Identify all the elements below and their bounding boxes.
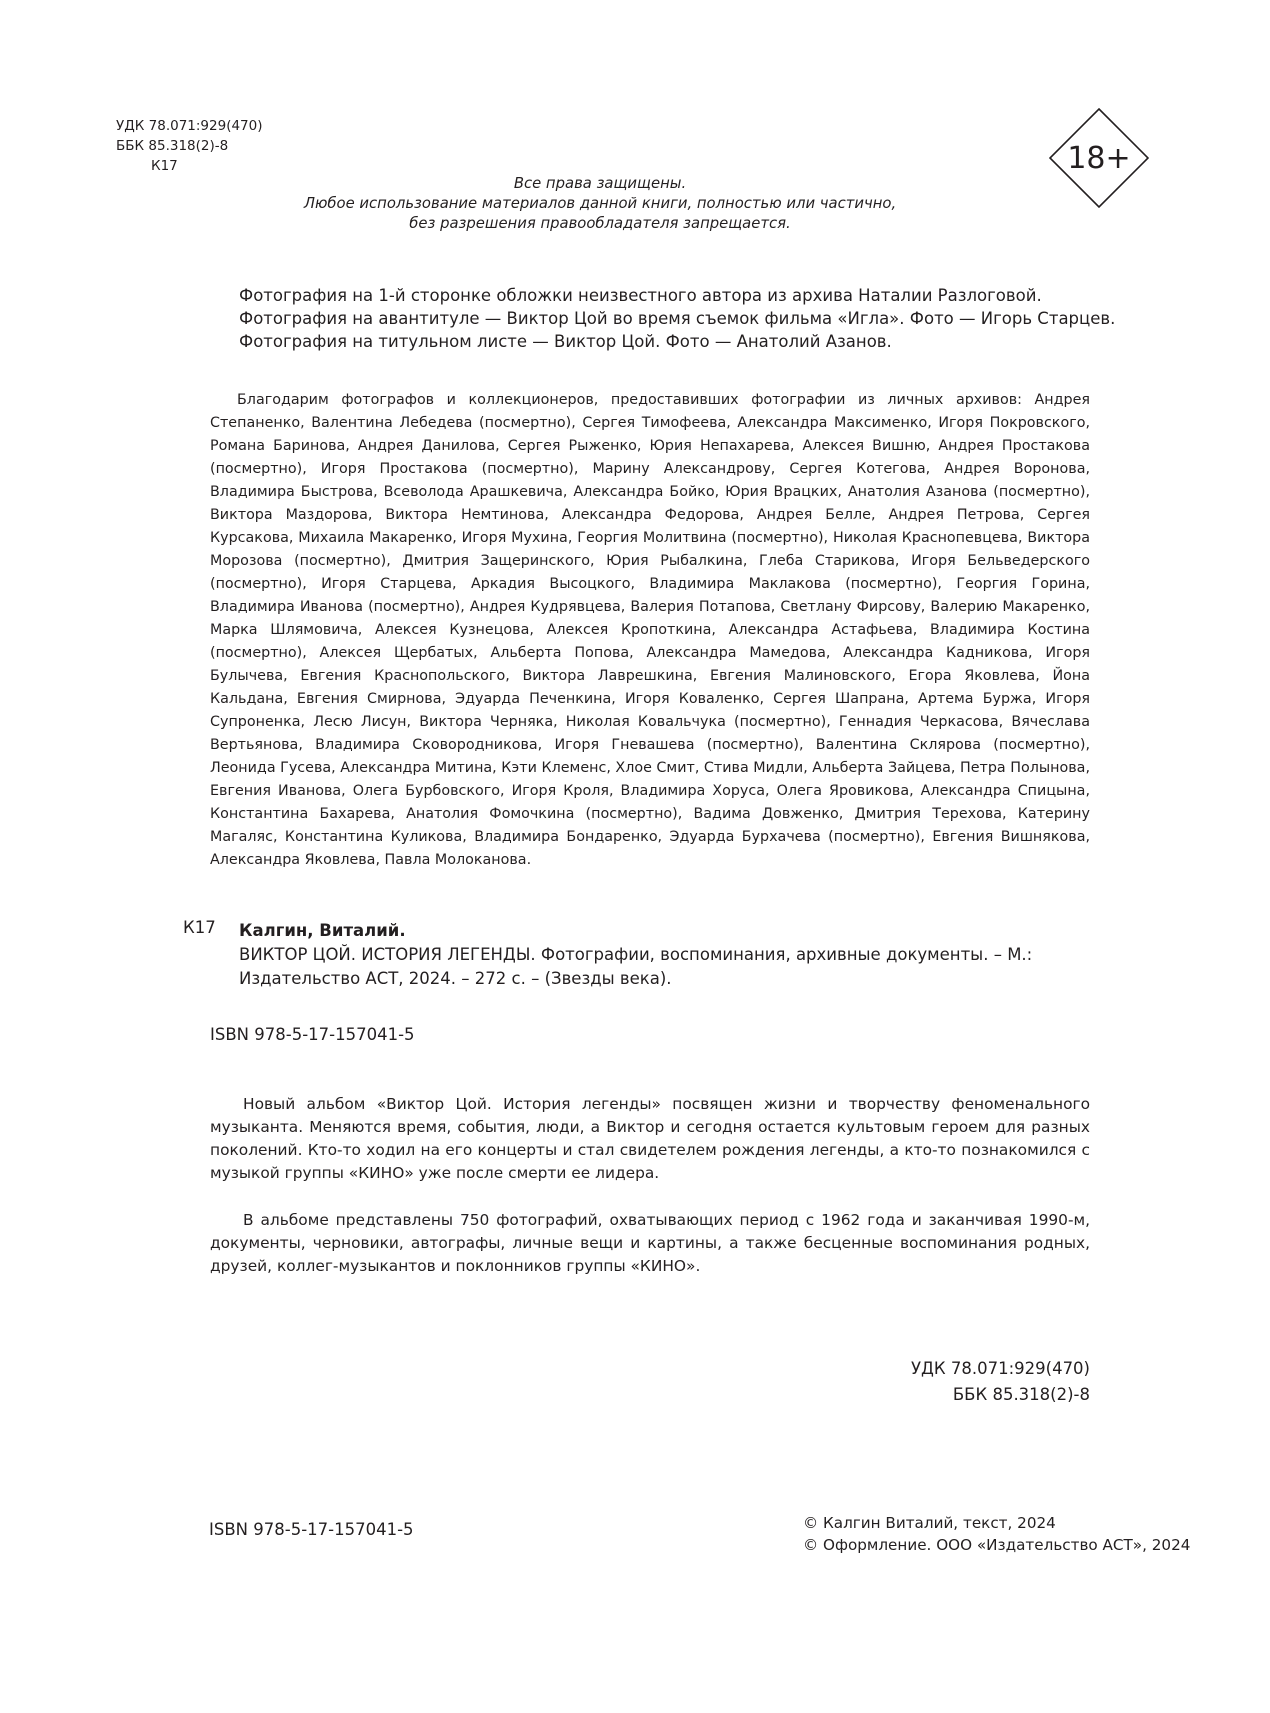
catalog-author: Калгин, Виталий. xyxy=(239,921,406,940)
catalog-isbn: ISBN 978-5-17-157041-5 xyxy=(210,1025,415,1044)
header-udk: УДК 78.071:929(470) xyxy=(116,118,263,134)
annotation-text: В альбоме представлены 750 фотографий, охватывающих период с 1962 года и заканчивая 1990-м, документы, черновики, автографы, личные вещи и картины, а также бесценные воспоминания родных, друзей, коллег-музыкантов и поклонников группы «КИНО». xyxy=(210,1211,1090,1275)
catalog-title-line1: ВИКТОР ЦОЙ. ИСТОРИЯ ЛЕГЕНДЫ. Фотографии, воспоминания, архивные документы. – М.: xyxy=(239,945,1033,964)
photo-credit-line: Фотография на титульном листе — Виктор Цой. Фото — Анатолий Азанов. xyxy=(239,332,892,351)
rights-line: Любое использование материалов данной книги, полностью или частично, xyxy=(303,195,897,212)
annotation-paragraph-1 xyxy=(210,1093,1090,1185)
copyright-text: © Калгин Виталий, текст, 2024 xyxy=(803,1514,1056,1532)
acknowledgements: Благодарим фотографов и коллекционеров, предоставивших фотографии из личных архивов: Андрея Степаненко, Валентина Лебедева (посмертно), Сергея Тимофеева, Александра Максименко, Игоря Покровского, Романа Баринова, Андрея Данилова, Сергея Рыженко, Юрия Непахарева, Алексея Вишню, Андрея Простакова (посмертно), Игоря Простакова (посмертно), Марину Александрову, Сергея Котегова, Андрея Воронова, Владимира Быстрова, Всеволода Арашкевича, Александра Бойко, Юрия Врацких, Анатолия Азанова (посмертно), Виктора Маздорова, Виктора Немтинова, Александра Федорова, Андрея Белле, Андрея Петрова, Сергея Курсакова, Михаила Макаренко, Игоря Мухина, Георгия Молитвина (посмертно), Николая Краснопевцева, Виктора Морозова (посмертно), Дмитрия Защеринского, Юрия Рыбалкина, Глеба Старикова, Игоря Бельведерского (посмертно), Игоря Старцева, Аркадия Высоцкого, Владимира Маклакова (посмертно), Георгия Горина, Владимира Иванова (посмертно), Андрея Кудрявцева, Валерия Потапова, Светлану Фирсову, Валерию Макаренко, Марка Шлямовича, Алексея Кузнецова, Алексея Кропоткина, Александра Астафьева, Владимира Костина (посмертно), Алексея Щербатых, Альберта Попова, Александра Мамедова, Александра Кадникова, Игоря Булычева, Евгения Краснопольского, Виктора Лаврешкина, Евгения Малиновского, Егора Яковлева, Йона Кальдана, Евгения Смирнова, Эдуарда Печенкина, Игоря Коваленко, Сергея Шапрана, Артема Буржа, Игоря Супроненка, Лесю Лисун, Виктора Черняка, Николая Ковальчука (посмертно), Геннадия Черкасова, Вячеслава Вертьянова, Владимира Сковородникова, Игоря Гневашева (посмертно), Валентина Склярова (посмертно), Леонида Гусева, Александра Митина, Кэти Клеменс, Хлое Смит, Стива Мидли, Альберта Зайцева, Петра Полынова, Евгения Иванова, Олега Бурбовского, Игоря Кроля, Владимира Хоруса, Олега Яровикова, Александра Спицына, Константина Бахарева, Анатолия Фомочкина (посмертно), Вадима Довженко, Дмитрия Терехова, Катерину Магаляс, Константина Куликова, Владимира Бондаренко, Эдуарда Бурхачева (посмертно), Евгения Вишнякова, Александра Яковлева, Павла Молоканова. xyxy=(210,392,1090,868)
age-rating-badge xyxy=(1049,108,1149,208)
copyright-design: © Оформление. ООО «Издательство АСТ», 2024 xyxy=(803,1536,1191,1554)
footer-isbn: ISBN 978-5-17-157041-5 xyxy=(209,1520,414,1539)
rights-line: Все права защищены. xyxy=(513,175,687,192)
rights-line: без разрешения правообладателя запрещается. xyxy=(409,215,791,232)
catalog-code: К17 xyxy=(183,918,216,937)
footer-bbk: ББК 85.318(2)-8 xyxy=(952,1385,1090,1404)
footer-udk: УДК 78.071:929(470) xyxy=(910,1359,1090,1378)
header-bbk: ББК 85.318(2)-8 xyxy=(116,138,229,154)
annotation-paragraph-2 xyxy=(210,1209,1090,1278)
header-code: К17 xyxy=(151,158,178,174)
photo-credit-line: Фотография на 1-й сторонке обложки неизвестного автора из архива Наталии Разлоговой. xyxy=(239,286,1042,305)
age-rating-label: 18+ xyxy=(1067,140,1131,176)
photo-credits xyxy=(239,284,1115,353)
annotation-text: Новый альбом «Виктор Цой. История легенды» посвящен жизни и творчеству феноменального музыканта. Меняются время, события, люди, а Виктор и сегодня остается культовым героем для разных поколений. Кто-то ходил на его концерты и стал свидетелем рождения легенды, а кто-то познакомился с музыкой группы «КИНО» уже после смерти ее лидера. xyxy=(210,1095,1090,1182)
photo-credit-line: Фотография на авантитуле — Виктор Цой во время съемок фильма «Игла». Фото — Игорь Старцев. xyxy=(239,309,1116,328)
rights-notice xyxy=(300,174,900,234)
catalog-title-line2: Издательство АСТ, 2024. – 272 с. – (Звезды века). xyxy=(239,969,672,988)
